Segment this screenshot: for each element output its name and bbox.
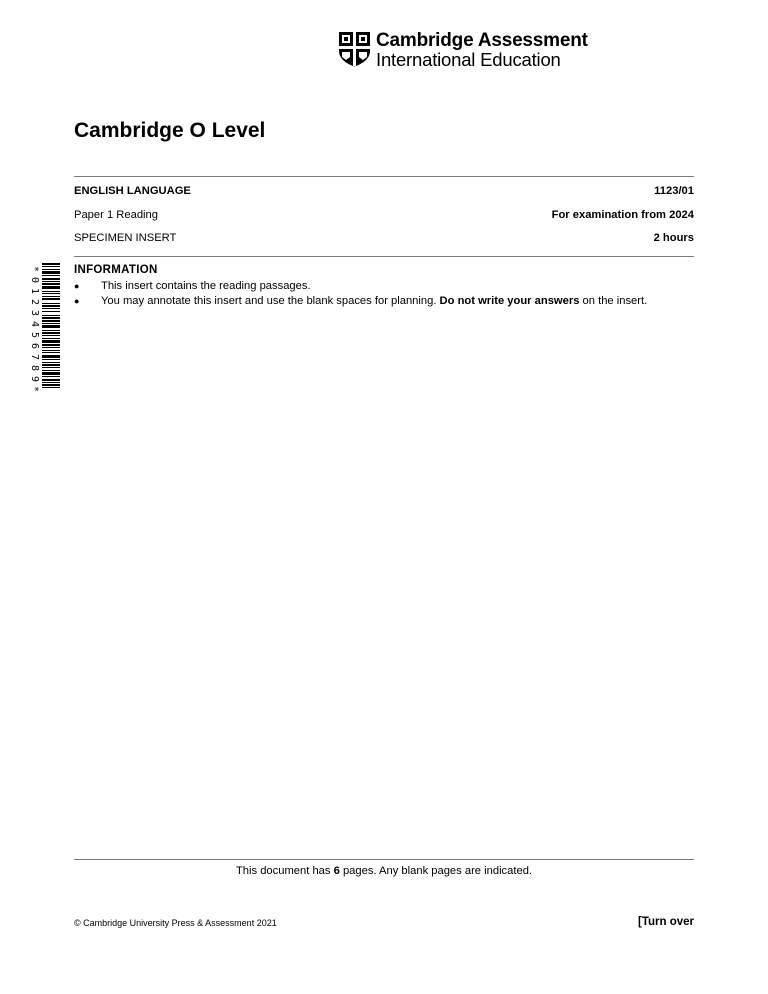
header-divider-top [74, 176, 694, 177]
barcode-bar [42, 347, 60, 348]
page-count-text-start: This document has [235, 865, 334, 877]
barcode-bar [42, 323, 60, 324]
barcode-bar [42, 298, 60, 300]
barcode-bar [42, 283, 60, 285]
information-heading: INFORMATION [74, 264, 158, 276]
barcode-digit: 0 [29, 276, 40, 284]
barcode-bar [42, 315, 60, 316]
exam-year: For examination from 2024 [551, 209, 694, 221]
turn-over-label: [Turn over [637, 916, 694, 928]
barcode-bar [42, 325, 60, 328]
barcode-bar [42, 311, 60, 312]
barcode-digit: * [29, 385, 40, 393]
barcode-bar [42, 263, 60, 265]
barcode-bar [42, 305, 60, 307]
copyright-notice: © Cambridge University Press & Assessment 2021 [74, 918, 277, 928]
bullet-icon: ● [74, 296, 80, 306]
barcode-bar [42, 335, 60, 336]
barcode-bar [42, 352, 60, 353]
barcode-bar [42, 384, 60, 386]
barcode-bar [42, 278, 60, 280]
barcode-bar [42, 293, 60, 294]
barcode-digit: 5 [29, 331, 40, 339]
header-divider-bottom [74, 256, 694, 257]
university-crest-icon [338, 31, 371, 67]
barcode-digit: 8 [29, 364, 40, 372]
exam-duration: 2 hours [653, 232, 694, 244]
information-list [74, 279, 696, 309]
barcode-bar [42, 379, 60, 381]
barcode-digit: 6 [29, 342, 40, 350]
barcode-bar [42, 372, 60, 375]
barcode-bar [42, 355, 60, 358]
barcode-bar [42, 359, 60, 360]
logo-line-2: International Education [376, 49, 561, 70]
page-count-number: 6 [333, 865, 340, 877]
cambridge-logo [338, 30, 588, 70]
barcode-bar [42, 271, 60, 274]
barcode-bar [42, 350, 60, 351]
information-bullet-1: This insert contains the reading passages. [101, 280, 311, 292]
barcode-bar [42, 367, 60, 368]
barcode-bars-icon [42, 263, 60, 388]
barcode-bar [42, 269, 60, 270]
barcode-digit: 7 [29, 353, 40, 361]
footer-divider [74, 859, 694, 860]
barcode-bar [42, 281, 60, 282]
information-bullet-2-end: on the insert. [579, 295, 648, 307]
barcode-bar [42, 286, 60, 289]
barcode-bar [42, 266, 60, 267]
barcode-bar [42, 340, 60, 343]
barcode-bar [42, 332, 60, 334]
barcode-bar [42, 364, 60, 366]
candidate-barcode [28, 263, 62, 393]
barcode-bar [42, 338, 60, 339]
barcode-bar [42, 370, 60, 371]
barcode-bar [42, 376, 60, 377]
barcode-bar [42, 320, 60, 322]
logo-line-1: Cambridge Assessment [376, 30, 588, 51]
barcode-digits [28, 263, 40, 393]
paper-name: Paper 1 Reading [74, 209, 158, 221]
barcode-bar [42, 362, 60, 363]
document-type: SPECIMEN INSERT [74, 232, 177, 244]
barcode-digit: 4 [29, 320, 40, 328]
information-bullet-2-emphasis: Do not write your answers [439, 295, 580, 307]
paper-code: 1123/01 [654, 185, 694, 197]
list-item [74, 279, 696, 294]
information-bullet-2-start: You may annotate this insert and use the blank spaces for planning. [101, 295, 440, 307]
barcode-digit: 2 [29, 298, 40, 306]
barcode-digit: 9 [29, 375, 40, 383]
list-item [74, 294, 696, 309]
barcode-bar [42, 291, 60, 292]
barcode-digit: * [29, 265, 40, 273]
page-count-note [74, 865, 694, 877]
barcode-bar [42, 275, 60, 276]
barcode-bar [42, 303, 60, 304]
barcode-bar [42, 296, 60, 297]
barcode-bar [42, 382, 60, 383]
page-count-text-end: pages. Any blank pages are indicated. [339, 865, 533, 877]
barcode-bar [42, 387, 60, 388]
barcode-digit: 1 [29, 287, 40, 295]
barcode-bar [42, 344, 60, 346]
barcode-bar [42, 308, 60, 309]
barcode-digit: 3 [29, 309, 40, 317]
barcode-bar [42, 330, 60, 331]
subject-name: ENGLISH LANGUAGE [74, 185, 191, 197]
bullet-icon: ● [74, 281, 80, 291]
page-title: Cambridge O Level [74, 119, 266, 142]
barcode-bar [42, 317, 60, 319]
